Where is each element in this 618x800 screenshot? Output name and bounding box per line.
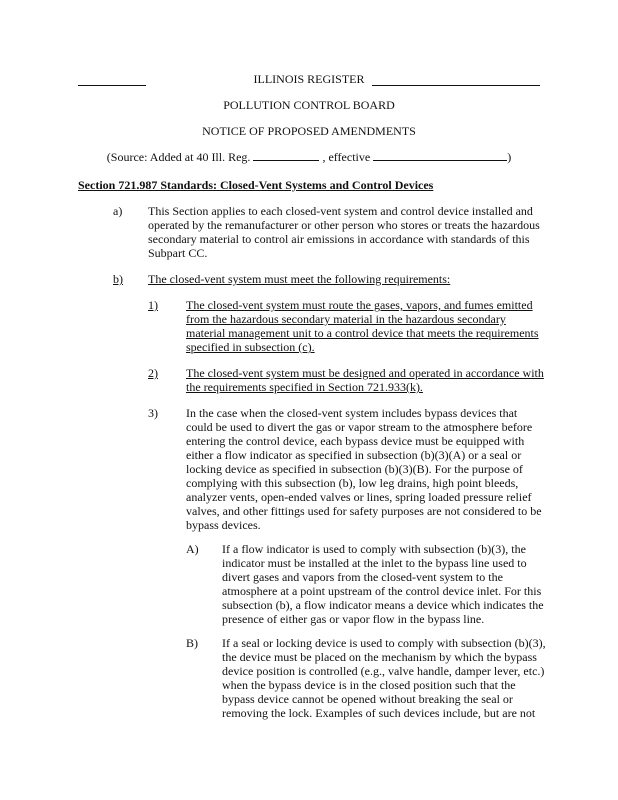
text-line: from the hazardous secondary material in the hazardous secondary xyxy=(186,312,506,326)
board-name: POLLUTION CONTROL BOARD xyxy=(223,98,395,112)
text-line: complying with this subsection (b), low leg drains, high point bleeds, xyxy=(186,476,519,490)
subsection-b3-label: 3) xyxy=(148,406,158,420)
subsection-b1-label: 1) xyxy=(148,298,158,312)
text-line: operated by the remanufacturer or other person who stores or treats the hazardous xyxy=(148,218,540,232)
source-close: ) xyxy=(507,150,512,164)
subsection-b3B-label: B) xyxy=(186,636,198,650)
source-prefix: (Source: Added at 40 Ill. Reg. xyxy=(106,150,251,164)
text-line: presence of either gas or vapor flow in the bypass line. xyxy=(222,612,485,626)
register-title: ILLINOIS REGISTER xyxy=(253,72,365,86)
text-line: analyzer vents, open-ended valves or lines, spring loaded pressure relief xyxy=(186,490,532,504)
text-line: the requirements specified in Section 721.933(k). xyxy=(186,380,423,394)
subsection-a-text xyxy=(148,204,540,260)
subsection-b1-text xyxy=(186,298,539,354)
text-line: entering the control device, each bypass device must be equipped with xyxy=(186,434,525,448)
source-effective: , effective xyxy=(322,150,371,164)
text-line: atmosphere at a point upstream of the control device inlet. For this xyxy=(222,584,542,598)
text-line: The closed-vent system must be designed and operated in accordance with xyxy=(186,366,544,380)
subsection-b3B-text xyxy=(222,636,546,720)
source-line xyxy=(0,150,618,164)
text-line: secondary material to control air emissions in accordance with standards of this xyxy=(148,232,530,246)
text-line: specified in subsection (c). xyxy=(186,340,315,354)
subsection-b3A-text xyxy=(222,542,544,626)
text-line: If a flow indicator is used to comply with subsection (b)(3), the xyxy=(222,542,526,556)
text-line: In the case when the closed-vent system includes bypass devices that xyxy=(186,406,518,420)
text-line: the device must be placed on the mechanism by which the bypass xyxy=(222,650,537,664)
subsection-b2-label: 2) xyxy=(148,366,158,380)
text-line: locking device as specified in subsection (b)(3)(B). For the purpose of xyxy=(186,462,523,476)
text-line: bypass device cannot be opened without breaking the seal or xyxy=(222,692,513,706)
subsection-a-label: a) xyxy=(113,204,123,218)
text-line: subsection (b), a flow indicator means a device which indicates the xyxy=(222,598,544,612)
text-line: indicator must be installed at the inlet to the bypass line used to xyxy=(222,556,527,570)
text-line: The closed-vent system must meet the following requirements: xyxy=(148,272,451,286)
text-line: material management unit to a control device that meets the requirements xyxy=(186,326,539,340)
subsection-b3-text xyxy=(186,406,542,532)
text-line: The closed-vent system must route the gases, vapors, and fumes emitted xyxy=(186,298,533,312)
text-line: device position is controlled (e.g., valve handle, damper lever, etc.) xyxy=(222,664,545,678)
text-line: could be used to divert the gas or vapor stream to the atmosphere before xyxy=(186,420,533,434)
text-line: either a flow indicator as specified in subsection (b)(3)(A) or a seal or xyxy=(186,448,522,462)
text-line: If a seal or locking device is used to comply with subsection (b)(3), xyxy=(222,636,546,650)
subsection-b3A-label: A) xyxy=(186,542,199,556)
source-blank-date xyxy=(373,150,507,161)
source-blank-page xyxy=(253,150,319,161)
text-line: removing the lock. Examples of such devices include, but are not xyxy=(222,706,536,720)
subsection-b-text xyxy=(148,272,450,286)
subsection-b-label: b) xyxy=(113,272,123,286)
section-title: Section 721.987 Standards: Closed-Vent Systems and Control Devices xyxy=(78,178,434,192)
text-line: valves, and other fittings used for safety purposes are not considered to be xyxy=(186,504,542,518)
text-line: Subpart CC. xyxy=(148,246,208,260)
text-line: when the bypass device is in the closed position such that the xyxy=(222,678,516,692)
text-line: This Section applies to each closed-vent system and control device installed and xyxy=(148,204,533,218)
notice-title: NOTICE OF PROPOSED AMENDMENTS xyxy=(202,124,416,138)
subsection-b2-text xyxy=(186,366,544,394)
text-line: divert gases and vapors from the closed-vent system to the xyxy=(222,570,503,584)
text-line: bypass devices. xyxy=(186,518,261,532)
